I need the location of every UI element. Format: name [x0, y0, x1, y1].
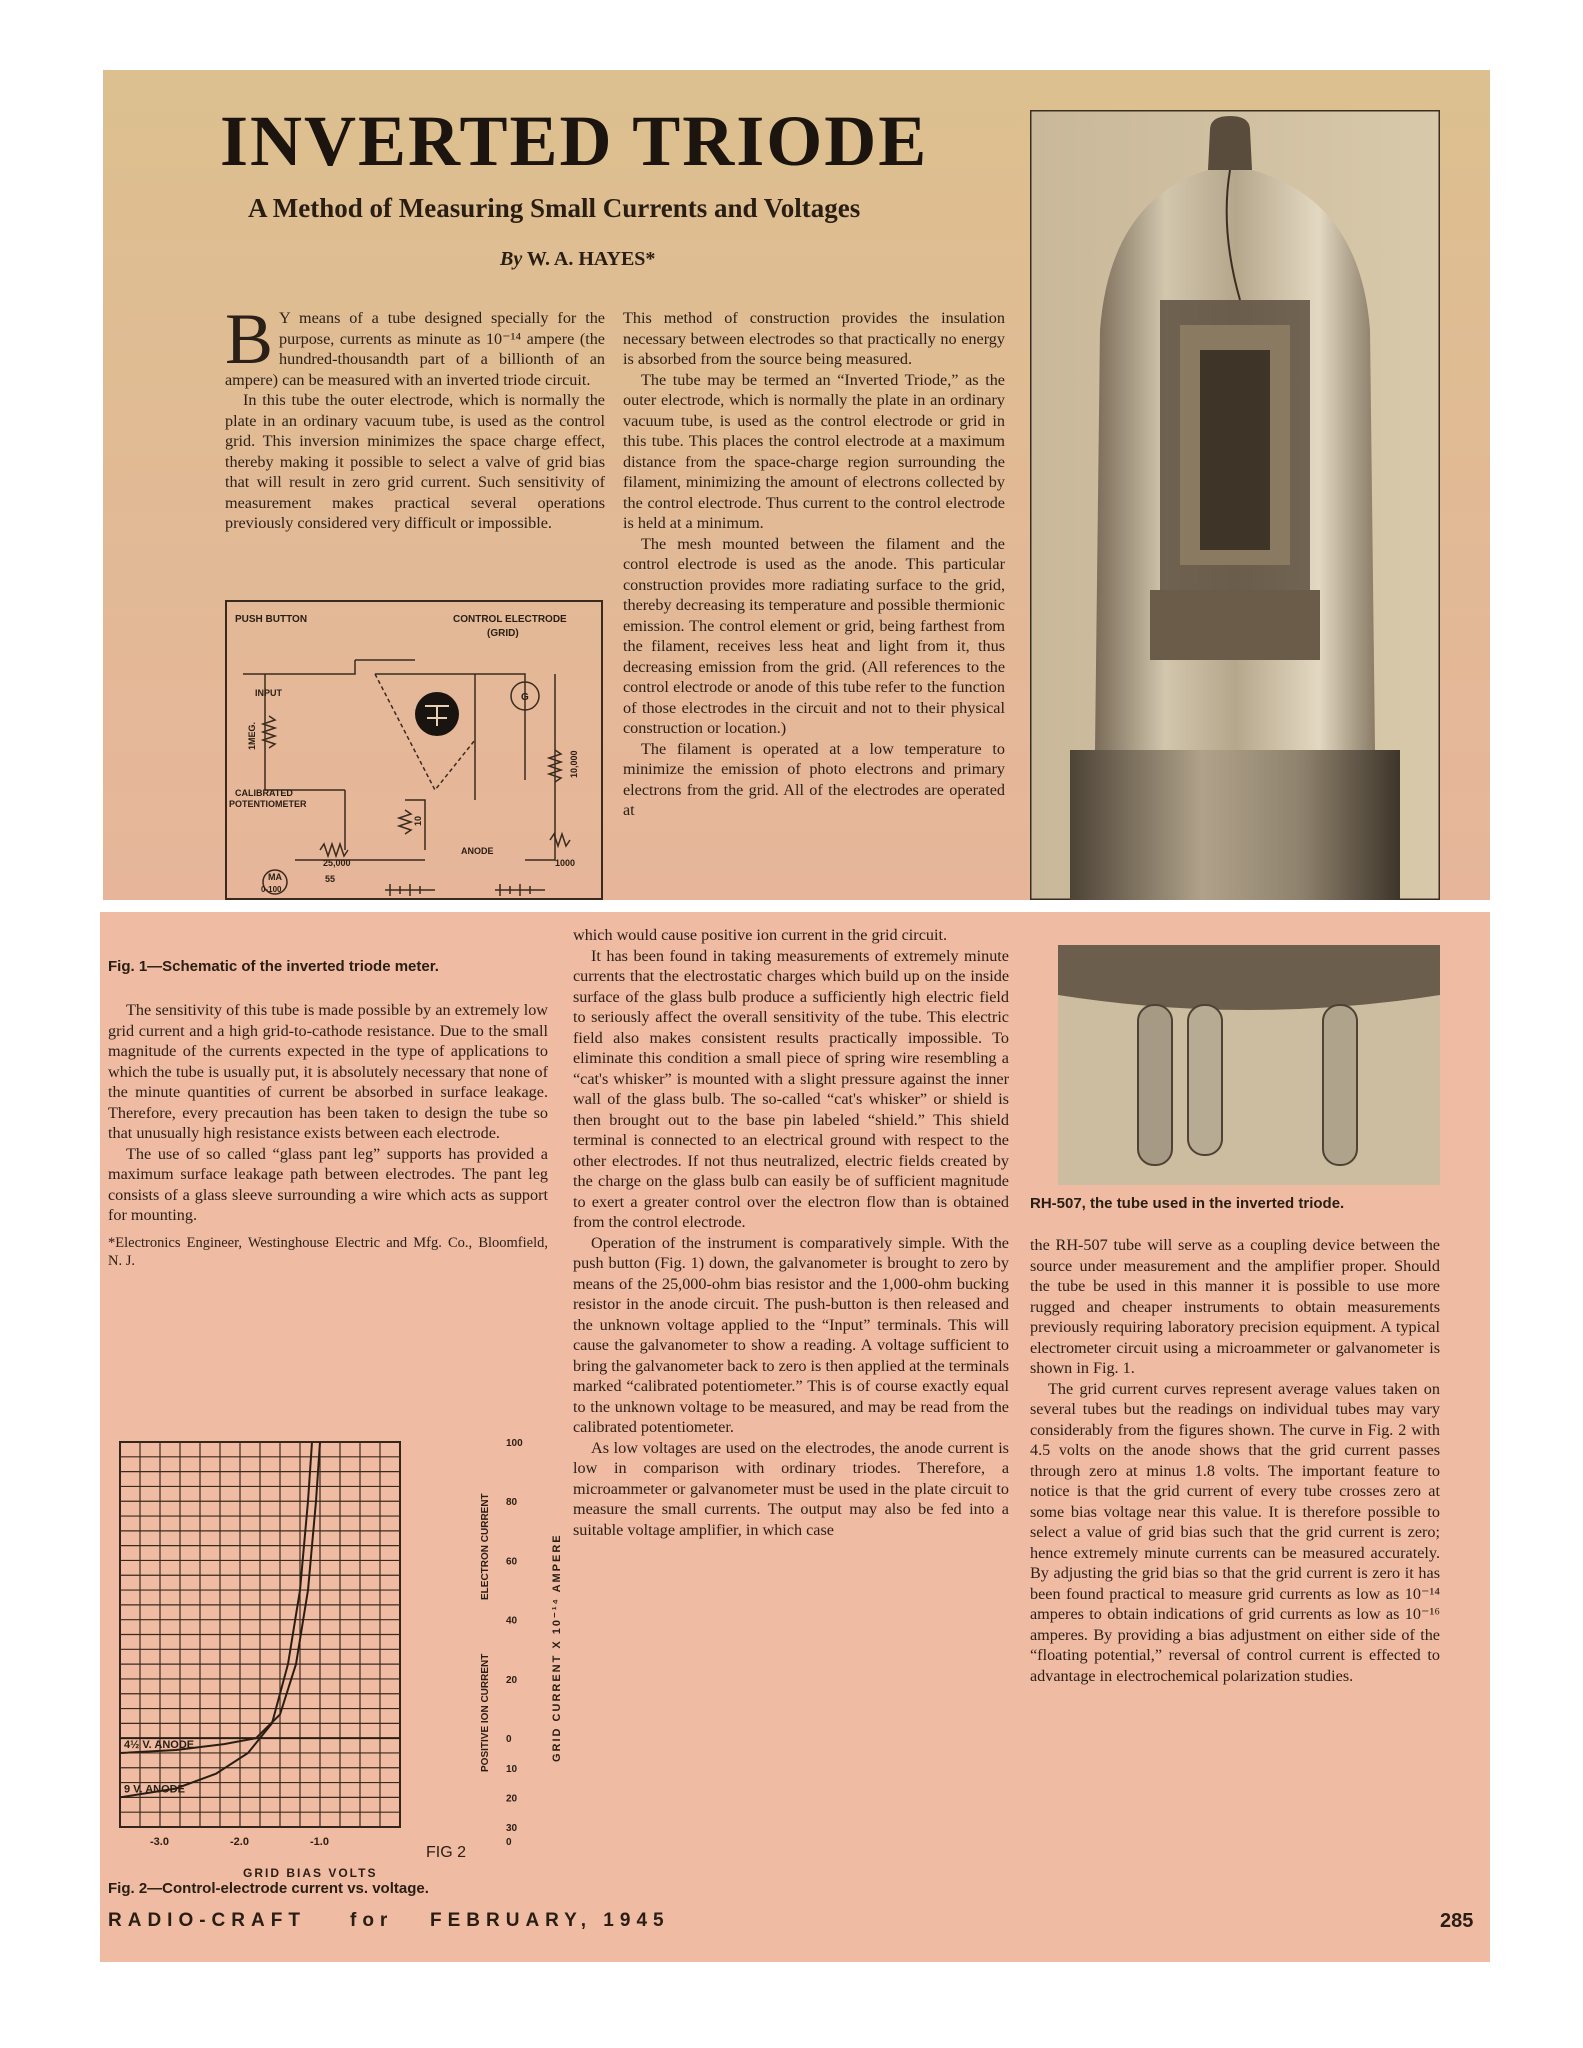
resistor-1000 — [550, 834, 570, 846]
y-tick-label: 20 — [506, 1674, 518, 1686]
label-potentiometer: POTENTIOMETER — [229, 799, 307, 809]
paragraph: which would cause positive ion current in the grid circuit. — [573, 926, 948, 944]
paragraph: The sensitivity of this tube is made possible by an extremely low grid current and a high grid-to-cathode resistance. Due to the small magnitude of the currents expected in the type of applications to which the tube is usually put, it is absolutely necessary that none of the minute quantities of current be absorbed in surface leakage. Therefore, every precaution has been taken to design the tube so that unusually high resistance exists between each electrode. — [108, 1001, 548, 1142]
label-grid: (GRID) — [487, 628, 519, 639]
label-1meg: 1MEG. — [247, 721, 257, 750]
label-calibrated: CALIBRATED — [235, 788, 293, 798]
paragraph: The tube may be termed an “Inverted Triode,” as the outer electrode, which is normally the plate in an ordinary vacuum tube, is used as the control electrode or grid in this tube. This places the control electrode at a maximum distance from the space-charge region surrounding the filament, minimizing the amount of electrons collected by the control electrode. Thus current to the control electrode is held at a minimum. — [623, 370, 1005, 532]
paragraph: It has been found in taking measurements of extremely minute currents that the electrostatic charges which build up on the inside surface of the glass bulb produce a sufficiently high electric field to seriously affect the overall sensitivity of the tube. This electric field also makes consistent results practically impossible. To eliminate this condition a small piece of spring wire resembling a “cat's whisker” is mounted with a slight pressure against the inner wall of the glass bulb. The so-called “cat's whisker” or shield is then brought out to the base pin labeled “shield.” This shield terminal is connected to an electrical ground with respect to the other electrodes. If not thus neutralized, electric fields created by the charge on the glass bulb can easily be of sufficient magnitude to exert a greater control over the electron flow than is obtained from the control electrode. — [573, 946, 1009, 1231]
y-axis-label: GRID CURRENT X 10⁻¹⁴ AMPERE — [551, 1533, 563, 1762]
article-title: INVERTED TRIODE — [220, 101, 929, 181]
figure-2-chart — [108, 1432, 563, 1877]
x-tick-label: -2.0 — [230, 1836, 249, 1848]
x-axis-label: GRID BIAS VOLTS — [243, 1866, 378, 1877]
series-label: 4½ V. ANODE — [124, 1738, 195, 1751]
battery-symbol — [495, 884, 545, 896]
chart-grid — [120, 1442, 400, 1827]
y-tick-label: 100 — [506, 1438, 523, 1449]
resistor-25000 — [320, 844, 348, 856]
paragraph: The mesh mounted between the filament and the control electrode is used as the anode. This particular construction provides more radiating surface to the grid, thereby decreasing its temperature and possible thermionic emission. The control element or grid, being farthest from the filament, receives less heat and light from it, thus decreasing emission from the grid. (All references to the control electrode or anode of this tube refer to the function of those electrodes in the circuit and not to their physical construction or location.) — [623, 534, 1005, 737]
y-tick-label: 80 — [506, 1497, 518, 1509]
footnote: *Electronics Engineer, Westinghouse Electric and Mfg. Co., Bloomfield, N. J. — [108, 1234, 548, 1269]
figure-1-schematic — [225, 600, 603, 900]
footer-journal: RADIO-CRAFT — [108, 1910, 306, 1931]
paragraph: In this tube the outer electrode, which is normally the plate in an ordinary vacuum tube, is used as the control grid. This inversion minimizes the space charge effect, thereby making it possible to select a valve of grid bias that will result in zero grid current. Such sensitivity of measurement makes practical several operations previously considered very difficult or impossible. — [225, 391, 605, 532]
paragraph: The filament is operated at a low temperature to minimize the emission of photo electrons and primary electrons from the grid. All of the electrodes are operated at — [623, 739, 1005, 819]
x-tick-label: -1.0 — [310, 1836, 329, 1848]
column-2-top — [623, 308, 1005, 898]
battery-symbol — [385, 884, 435, 896]
region-label-positive-ion: POSITIVE ION CURRENT — [480, 1653, 491, 1772]
y-tick-label: 40 — [506, 1615, 518, 1627]
label-anode: ANODE — [461, 846, 494, 856]
tube-photo-top — [1030, 110, 1440, 900]
byline-prefix: By — [500, 248, 523, 270]
figure-2-caption: Fig. 2—Control-electrode current vs. voltage. — [108, 1880, 429, 1897]
y-tick-label: 60 — [506, 1556, 518, 1568]
label-55: 55 — [325, 874, 336, 884]
byline — [500, 248, 655, 271]
tube-pin — [1138, 1005, 1172, 1165]
tube-pin — [1188, 1005, 1222, 1155]
article-subtitle: A Method of Measuring Small Currents and Voltages — [248, 193, 861, 223]
column-2-bottom — [573, 925, 1009, 1900]
circuit-wire — [243, 660, 525, 800]
label-push-button: PUSH BUTTON — [235, 614, 308, 625]
tube-base — [1070, 750, 1400, 900]
paragraph: The grid current curves represent average values taken on several tubes but the readings on individual tubes may vary considerably from the figures shown. The curve in Fig. 2 with 4.5 volts on the anode shows that the grid current passes through zero at minus 1.8 volts. The important feature to notice is that the grid current of every tube crosses zero at some bias voltage near this value. It is therefore possible to select a value of grid bias such that the grid current is zero; hence extremely minute currents can be measured accurately. By adjusting the grid bias so that the grid current is zero it has been found practical to measure grid currents as low as 10⁻¹⁴ amperes to obtain indications of grid currents as low as 10⁻¹⁶ amperes. By providing a bias adjustment on either side of the “floating potential,” reversal of control current is effected to advantage in electrochemical polarization studies. — [1030, 1379, 1440, 1685]
circuit-wire — [265, 674, 425, 860]
tube-pin — [1323, 1005, 1357, 1165]
column-1-bottom — [108, 1000, 548, 1270]
chart-title: FIG 2 — [426, 1844, 467, 1861]
tube-top-cap — [1208, 116, 1252, 170]
drop-cap: B — [225, 299, 274, 379]
footer-for: for — [350, 1910, 394, 1931]
paragraph: As low voltages are used on the electrodes, the anode current is low in comparison with ordinary triodes. Therefore, a microammeter or galvanometer must be used in the plate circuit to measure the small currents. The output may also be fed into a suitable voltage amplifier, in which case — [573, 1438, 1009, 1539]
chart-ticks — [150, 1438, 523, 1848]
label-25000: 25,000 — [323, 858, 351, 868]
tube-base-bottom — [1058, 945, 1440, 1010]
y-tick-label: 0 — [506, 1837, 512, 1848]
column-1-top — [225, 299, 605, 534]
label-control-electrode: CONTROL ELECTRODE — [453, 614, 567, 625]
series-label: 9 V. ANODE — [124, 1783, 185, 1796]
region-label-electron: ELECTRON CURRENT — [480, 1493, 491, 1600]
footer-issue: FEBRUARY, 1945 — [430, 1910, 670, 1931]
paragraph-text: Y means of a tube designed specially for the purpose, currents as minute as 10⁻¹⁴ ampere (the hundred-thousandth part of a billionth of an ampere) can be measured with an inverted triode circuit. — [225, 309, 605, 389]
scan-gap — [0, 900, 1583, 912]
label-10000: 10,000 — [569, 750, 579, 778]
y-tick-label: 30 — [506, 1823, 518, 1834]
photo-caption: RH-507, the tube used in the inverted triode. — [1030, 1195, 1345, 1212]
y-tick-label: 20 — [506, 1793, 518, 1805]
byline-author: W. A. HAYES* — [526, 248, 656, 270]
label-1000: 1000 — [555, 858, 576, 868]
label-10: 10 — [413, 815, 423, 826]
label-input: INPUT — [255, 688, 282, 698]
label-ma: MA — [268, 872, 282, 882]
tube-photo-bottom — [1058, 945, 1440, 1185]
label-galvanometer: G — [521, 692, 529, 703]
paragraph: This method of construction provides the insulation necessary between electrodes so that practically no energy is absorbed from the source being measured. — [623, 309, 1005, 368]
y-tick-label: 10 — [506, 1763, 518, 1775]
paragraph: The use of so called “glass pant leg” supports has provided a maximum surface leakage path between electrodes. The pant leg consists of a glass sleeve surrounding a wire which acts as support for mounting. — [108, 1144, 548, 1224]
label-ma-range: 0-100 — [261, 885, 282, 894]
electrode-assembly — [1150, 300, 1320, 660]
figure-1-caption: Fig. 1—Schematic of the inverted triode meter. — [108, 958, 439, 975]
y-tick-label: 0 — [506, 1734, 512, 1746]
paragraph — [225, 299, 605, 390]
x-tick-label: -3.0 — [150, 1836, 169, 1848]
resistor-10 — [399, 810, 411, 834]
paragraph: the RH-507 tube will serve as a coupling device between the source under measurement and the amplifier proper. Should the tube be used in this manner it is possible to use more rugged and cheaper instruments to obtain measurements previously requiring laboratory precision equipment. A typical electrometer circuit using a microammeter or galvanometer is shown in Fig. 1. — [1030, 1236, 1440, 1377]
page-number: 285 — [1440, 1910, 1474, 1932]
paragraph: Operation of the instrument is comparatively simple. With the push button (Fig. 1) down, the galvanometer is brought to zero by means of the 25,000-ohm bias resistor and the 1,000-ohm bucking resistor in the anode circuit. The push-button is then released and the unknown voltage applied to the “Input” terminals. This will cause the galvanometer to show a reading. A voltage sufficient to bring the galvanometer back to zero is then applied at the terminals marked “calibrated potentiometer.” This is of course exactly equal to the unknown voltage to be measured, and may be read from the calibrated potentiometer. — [573, 1233, 1009, 1436]
column-3-bottom — [1030, 1235, 1440, 1686]
